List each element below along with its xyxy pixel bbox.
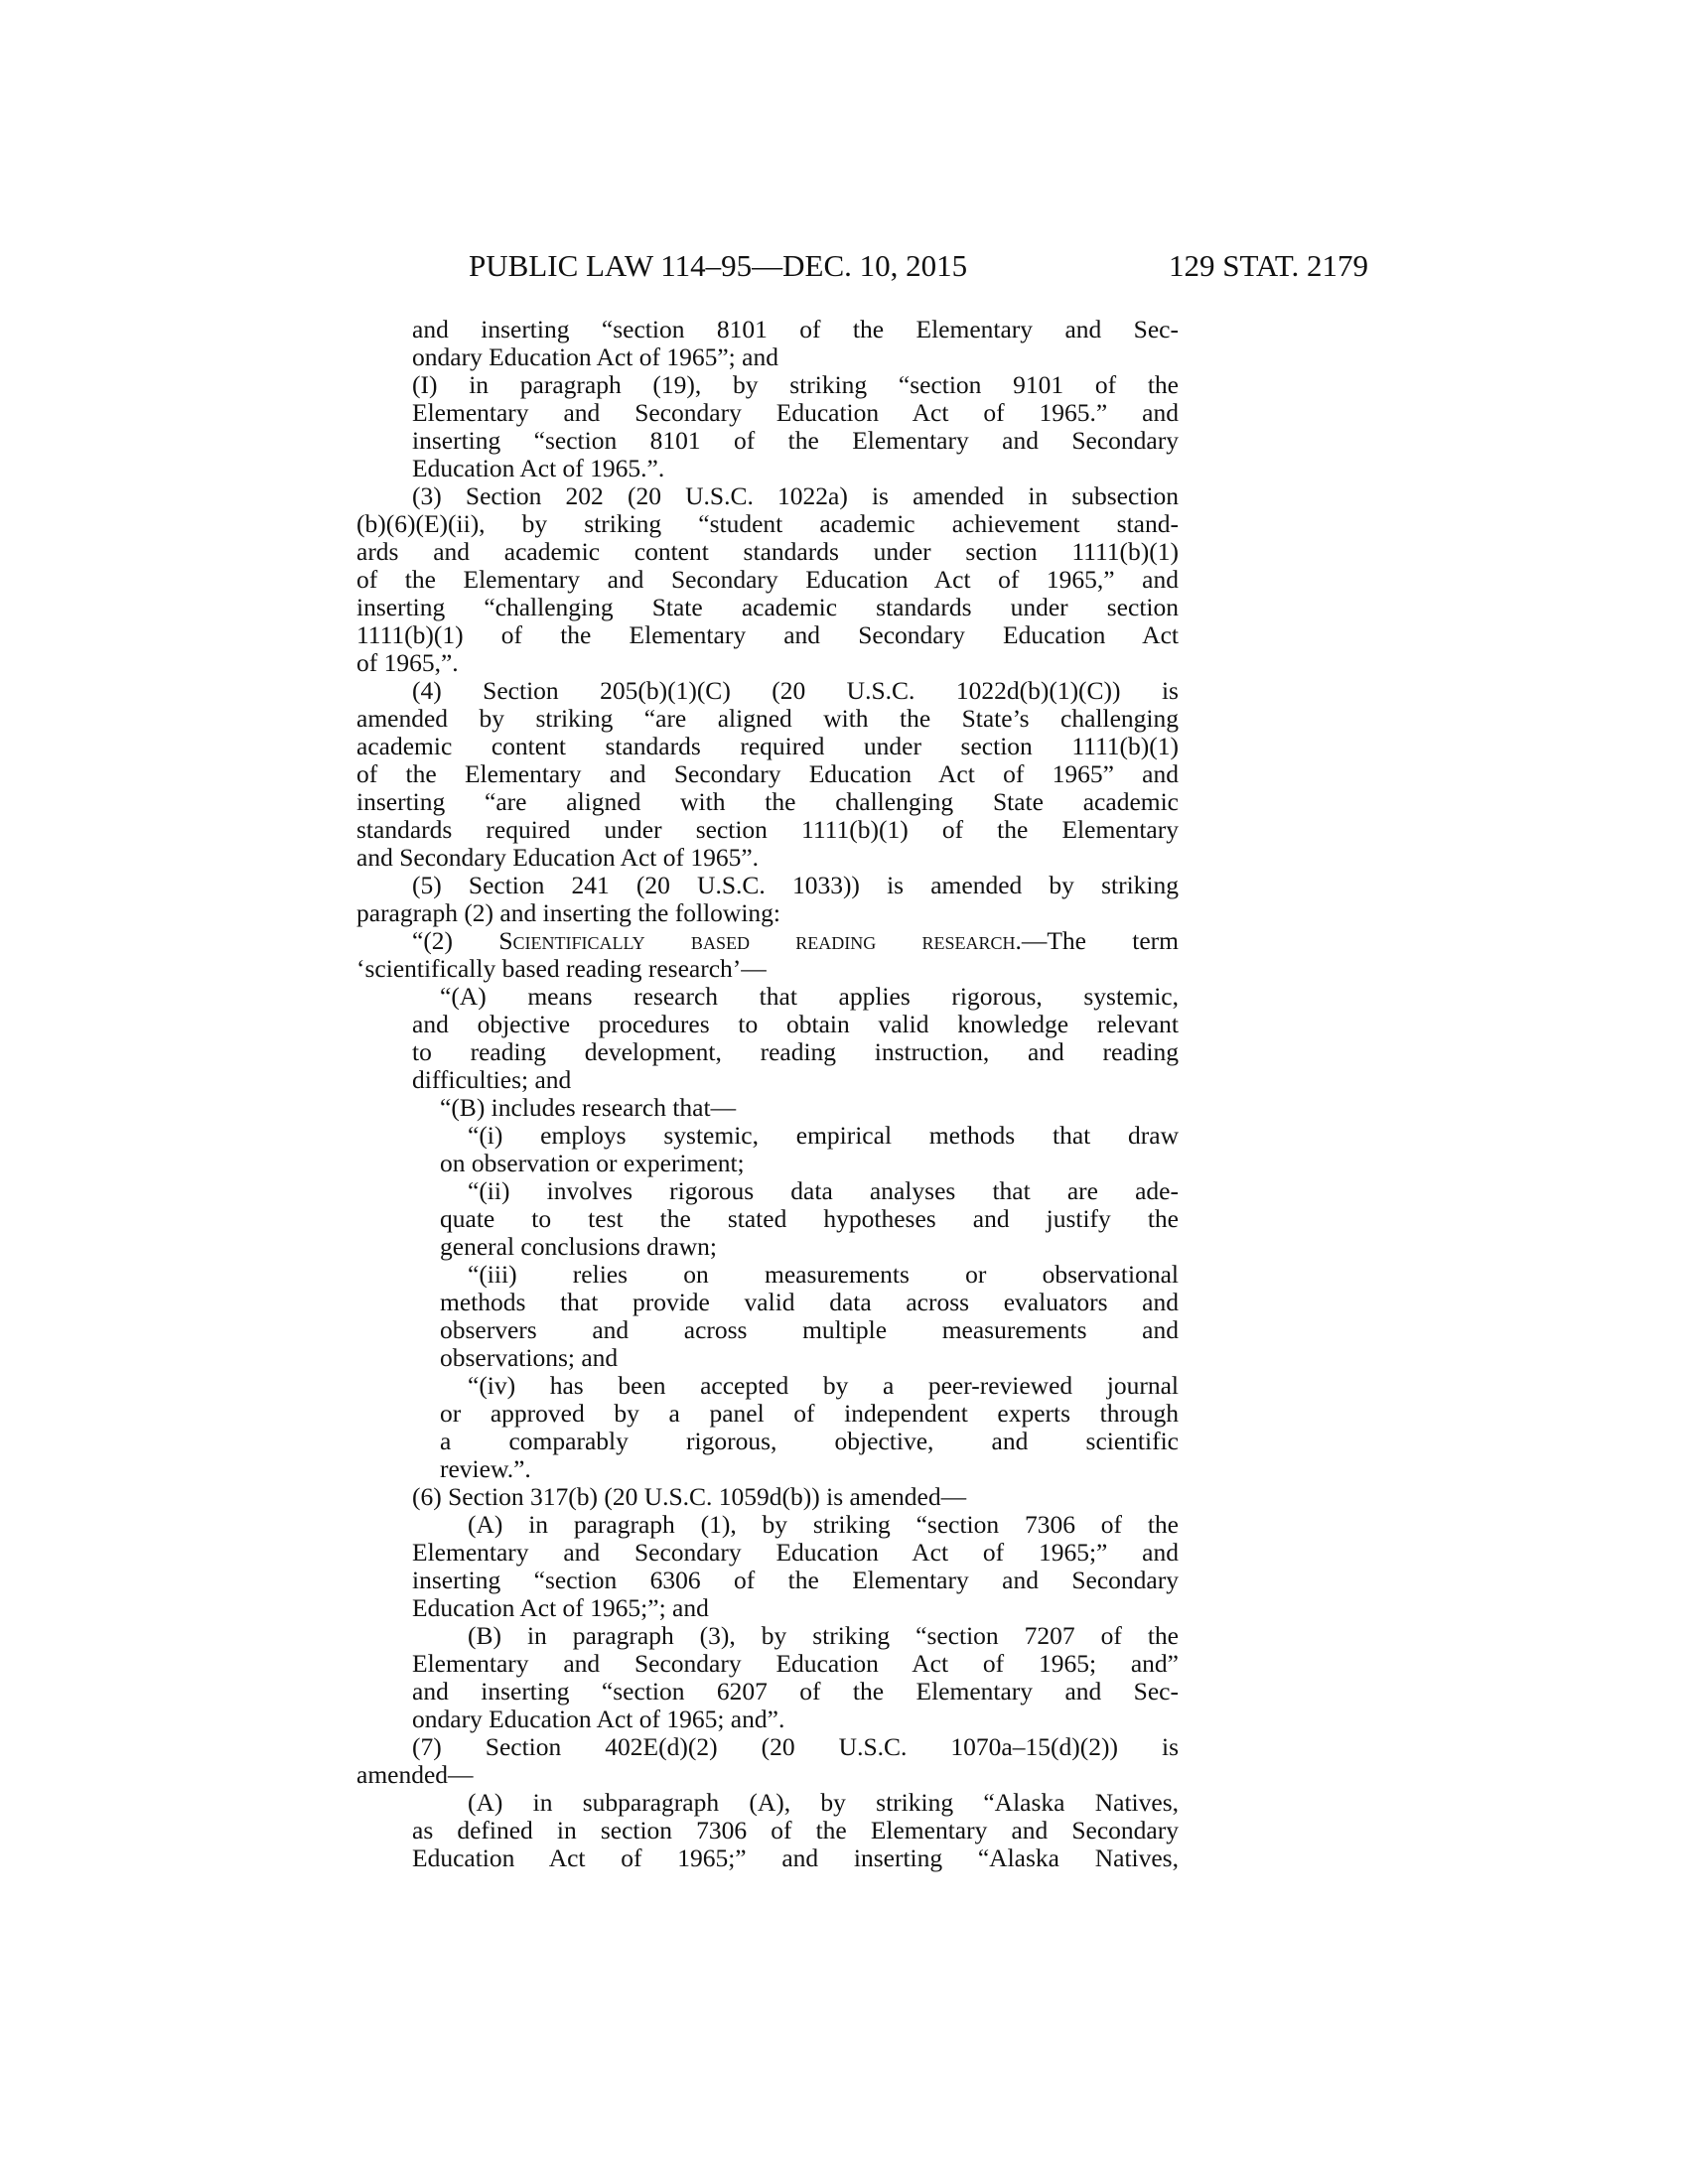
text-line: of the Elementary and Secondary Education Act of 1965,” and xyxy=(356,565,1179,594)
page-number: 129 STAT. 2179 xyxy=(1168,248,1368,283)
text-line xyxy=(356,927,1179,955)
document-body xyxy=(356,316,1179,1872)
text-line: academic content standards required under section 1111(b)(1) xyxy=(356,732,1179,760)
text-line: as defined in section 7306 of the Elementary and Secondary xyxy=(412,1816,1179,1844)
text-line: of 1965,”. xyxy=(356,648,459,677)
text-line: “(iii) relies on measurements or observational xyxy=(468,1260,1179,1289)
text-line: (A) in subparagraph (A), by striking “Alaska Natives, xyxy=(468,1788,1179,1817)
text-line: amended by striking “are aligned with the State’s challenging xyxy=(356,704,1179,733)
text-line: inserting “section 8101 of the Elementary and Secondary xyxy=(412,426,1179,455)
text-line: (4) Section 205(b)(1)(C) (20 U.S.C. 1022d(b)(1)(C)) is xyxy=(412,676,1179,705)
text-line: “(i) employs systemic, empirical methods that draw xyxy=(468,1121,1179,1150)
text-line: and inserting “section 6207 of the Elementary and Sec- xyxy=(412,1677,1179,1706)
text-line: (I) in paragraph (19), by striking “section 9101 of the xyxy=(412,370,1179,399)
text-line: (B) in paragraph (3), by striking “section 7207 of the xyxy=(468,1621,1179,1650)
text-line: to reading development, reading instruction, and reading xyxy=(412,1037,1179,1066)
text-line: a comparably rigorous, objective, and scientific xyxy=(440,1427,1179,1455)
running-header-title: PUBLIC LAW 114–95—DEC. 10, 2015 xyxy=(469,248,968,283)
text-line: ‘scientifically based reading research’— xyxy=(356,954,767,983)
text-line: (7) Section 402E(d)(2) (20 U.S.C. 1070a–15(d)(2)) is xyxy=(412,1732,1179,1761)
text-segment: .—The term xyxy=(1015,926,1179,955)
text-line: ards and academic content standards under section 1111(b)(1) xyxy=(356,537,1179,566)
text-line: Elementary and Secondary Education Act of 1965; and” xyxy=(412,1649,1179,1678)
text-line: Elementary and Secondary Education Act of 1965.” and xyxy=(412,398,1179,427)
text-line: “(B) includes research that— xyxy=(440,1093,737,1122)
text-line: paragraph (2) and inserting the following: xyxy=(356,898,781,927)
text-line: observations; and xyxy=(440,1343,619,1372)
text-line: (5) Section 241 (20 U.S.C. 1033)) is amended by striking xyxy=(412,871,1179,899)
text-line: “(iv) has been accepted by a peer-reviewed journal xyxy=(468,1371,1179,1400)
text-line: (b)(6)(E)(ii), by striking “student academic achievement stand- xyxy=(356,509,1179,538)
text-line: Education Act of 1965;”; and xyxy=(412,1593,709,1622)
text-line: inserting “section 6306 of the Elementary and Secondary xyxy=(412,1566,1179,1594)
text-line: standards required under section 1111(b)(1) of the Elementary xyxy=(356,815,1179,844)
text-line: inserting “challenging State academic standards under section xyxy=(356,593,1179,621)
text-line: and Secondary Education Act of 1965”. xyxy=(356,843,760,872)
text-line: (A) in paragraph (1), by striking “section 7306 of the xyxy=(468,1510,1179,1539)
text-line: Education Act of 1965;” and inserting “Alaska Natives, xyxy=(412,1843,1179,1872)
text-line: review.”. xyxy=(440,1454,531,1483)
text-line: difficulties; and xyxy=(412,1065,572,1094)
text-line: inserting “are aligned with the challenging State academic xyxy=(356,787,1179,816)
text-line: “(A) means research that applies rigorous, systemic, xyxy=(440,982,1179,1011)
text-line: (3) Section 202 (20 U.S.C. 1022a) is amended in subsection xyxy=(412,481,1179,510)
text-line: Education Act of 1965.”. xyxy=(412,454,665,482)
text-line: amended— xyxy=(356,1760,474,1789)
text-line: (6) Section 317(b) (20 U.S.C. 1059d(b)) is amended— xyxy=(412,1482,967,1511)
text-line: 1111(b)(1) of the Elementary and Secondary Education Act xyxy=(356,620,1179,649)
text-line: and objective procedures to obtain valid knowledge relevant xyxy=(412,1010,1179,1038)
text-line: of the Elementary and Secondary Education Act of 1965” and xyxy=(356,759,1179,788)
text-line: or approved by a panel of independent experts through xyxy=(440,1399,1179,1428)
text-line: Elementary and Secondary Education Act of 1965;” and xyxy=(412,1538,1179,1567)
text-line: ondary Education Act of 1965; and”. xyxy=(412,1705,785,1733)
text-line: general conclusions drawn; xyxy=(440,1232,717,1261)
running-header xyxy=(469,246,1368,286)
defined-term: Scientifically based reading research xyxy=(498,926,1016,955)
text-line: methods that provide valid data across evaluators and xyxy=(440,1288,1179,1316)
text-line: ondary Education Act of 1965”; and xyxy=(412,342,778,371)
text-line: quate to test the stated hypotheses and justify the xyxy=(440,1204,1179,1233)
text-line: “(ii) involves rigorous data analyses that are ade- xyxy=(468,1176,1179,1205)
text-line: and inserting “section 8101 of the Elementary and Sec- xyxy=(412,315,1179,343)
text-line: on observation or experiment; xyxy=(440,1149,745,1177)
text-line: observers and across multiple measurements and xyxy=(440,1315,1179,1344)
text-segment: “(2) xyxy=(412,926,499,955)
